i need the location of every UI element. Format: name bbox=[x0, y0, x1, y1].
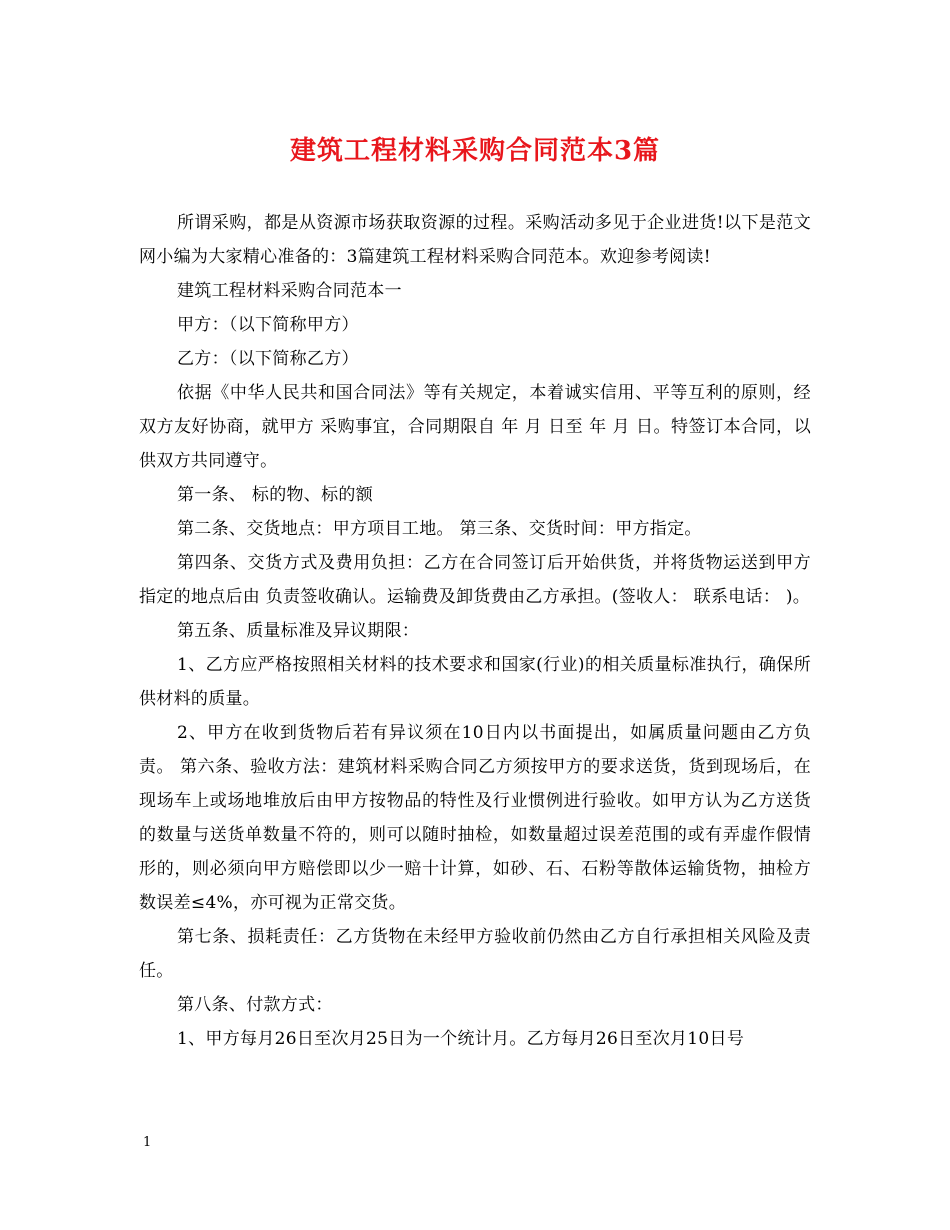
paragraph-article-2-3: 第二条、交货地点：甲方项目工地。 第三条、交货时间：甲方指定。 bbox=[177, 519, 702, 539]
paragraph-article-5-item-2: 2、甲方在收到货物后若有异议须在10日内以书面提出，如属质量问题由乙方负责。 第六条、验收方法：建筑材料采购合同乙方须按甲方的要求送货，货到现场后，在现场车上或场地堆放后由甲方按物品的特性及行业惯例进行验收。如甲方认为乙方送货的数量与送货单数量不符的，则可以随时抽检，如数量超过误差范围的或有弄虚作假情形的，则必须向甲方赔偿即以少一赔十计算，如砂、石、石粉等散体运输货物，抽检方数误差≤4%，亦可视为正常交货。 bbox=[139, 723, 811, 913]
document-body bbox=[139, 206, 811, 1056]
paragraph-party-a: 甲方：（以下简称甲方） bbox=[177, 315, 359, 335]
document-title: 建筑工程材料采购合同范本3篇 bbox=[289, 136, 661, 166]
paragraph-party-b: 乙方：（以下简称乙方） bbox=[177, 349, 359, 369]
paragraph-intro: 所谓采购，都是从资源市场获取资源的过程。采购活动多见于企业进货!以下是范文网小编为大家精心准备的：3篇建筑工程材料采购合同范本。欢迎参考阅读! bbox=[139, 213, 811, 267]
paragraph-basis: 依据《中华人民共和国合同法》等有关规定，本着诚实信用、平等互利的原则，经双方友好协商，就甲方 采购事宜，合同期限自 年 月 日至 年 月 日。特签订本合同，以供双方共同遵守。 bbox=[139, 383, 811, 471]
paragraph-article-5-item-1: 1、乙方应严格按照相关材料的技术要求和国家(行业)的相关质量标准执行，确保所供材料的质量。 bbox=[139, 655, 811, 709]
paragraph-article-7: 第七条、损耗责任：乙方货物在未经甲方验收前仍然由乙方自行承担相关风险及责任。 bbox=[139, 927, 811, 981]
paragraph-article-5: 第五条、质量标准及异议期限： bbox=[177, 621, 420, 641]
paragraph-article-8-item-1: 1、甲方每月26日至次月25日为一个统计月。乙方每月26日至次月10日号 bbox=[177, 1029, 745, 1049]
paragraph-article-1: 第一条、 标的物、标的额 bbox=[177, 485, 374, 505]
paragraph-contract-heading: 建筑工程材料采购合同范本一 bbox=[177, 281, 402, 301]
paragraph-article-8: 第八条、付款方式： bbox=[177, 995, 333, 1015]
page-number: 1 bbox=[143, 1135, 152, 1150]
paragraph-article-4: 第四条、交货方式及费用负担：乙方在合同签订后开始供货，并将货物运送到甲方指定的地点后由 负责签收确认。运输费及卸货费由乙方承担。(签收人： 联系电话： )。 bbox=[139, 553, 811, 607]
